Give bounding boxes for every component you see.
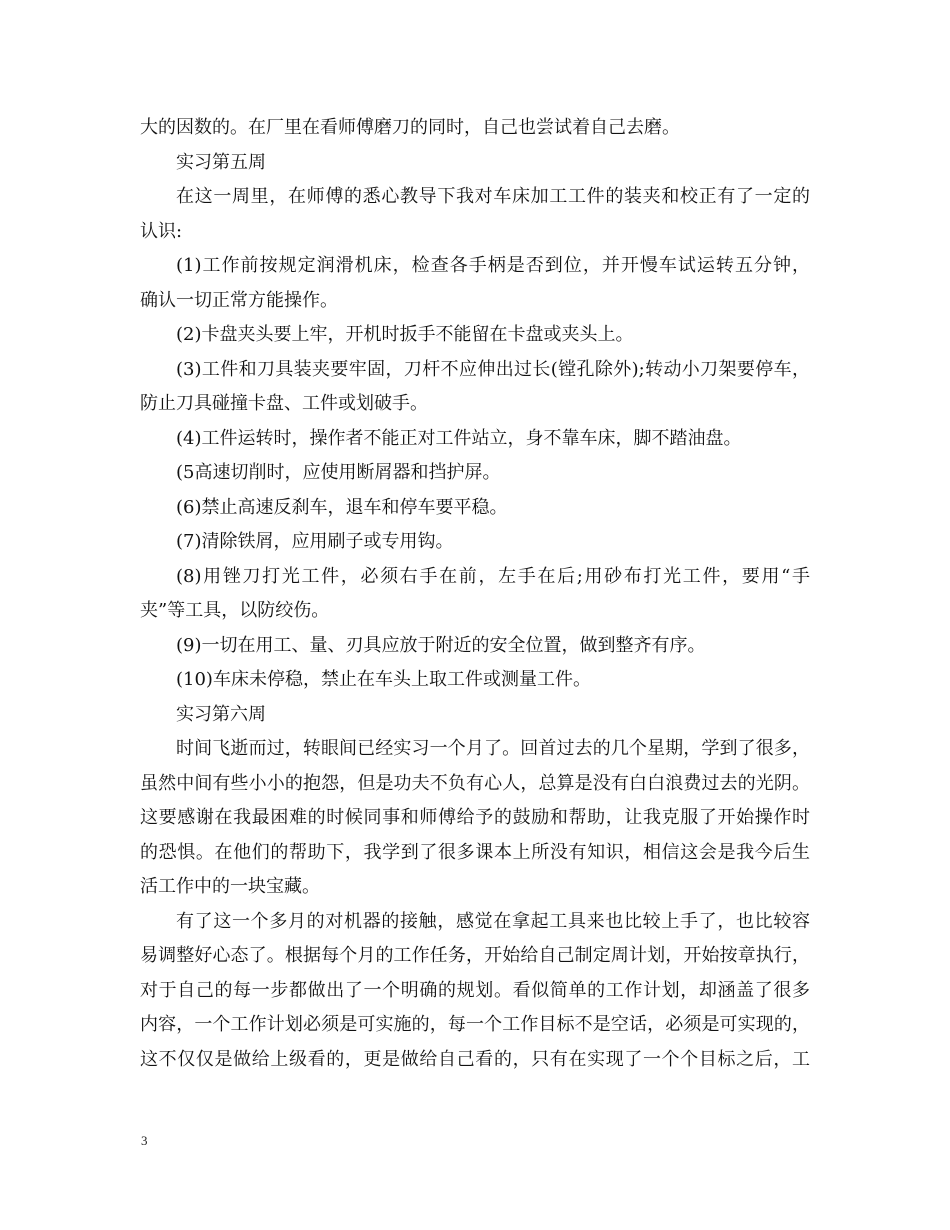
text-line: (3)工件和刀具装夹要牢固，刀杆不应伸出过长(镗孔除外);转动小刀架要停车， — [176, 358, 810, 380]
text-line: 认识: — [140, 220, 183, 242]
text-line: (9)一切在用工、量、刃具应放于附近的安全位置，做到整齐有序。 — [176, 634, 706, 656]
text-line: 在这一周里，在师傅的悉心教导下我对车床加工工件的装夹和校正有了一定的 — [176, 186, 810, 207]
text-line: 防止刀具碰撞卡盘、工件或划破手。 — [140, 393, 428, 414]
text-line: 内容，一个工作计划必须是可实施的，每一个工作目标不是空话，必须是可实现的， — [140, 1014, 810, 1035]
text-line: 确认一切正常方能操作。 — [140, 289, 338, 311]
text-line: 夹”等工具，以防绞伤。 — [140, 600, 330, 621]
text-line: (8)用锉刀打光工件，必须右手在前，左手在后;用砂布打光工件，要用“手 — [176, 565, 810, 587]
text-line: 的恐惧。在他们的帮助下，我学到了很多课本上所没有知识，相信这会是我今后生 — [140, 841, 810, 863]
text-line: 实习第五周 — [176, 151, 266, 173]
text-line: 活工作中的一块宝藏。 — [140, 876, 320, 897]
text-line: 这不仅仅是做给上级看的，更是做给自己看的，只有在实现了一个个目标之后，工 — [140, 1048, 810, 1070]
text-line: 对于自己的每一步都做出了一个明确的规划。看似简单的工作计划，却涵盖了很多 — [140, 979, 810, 1001]
text-line: (10)车床未停稳，禁止在车头上取工件或测量工件。 — [176, 669, 591, 690]
text-line: (5高速切削时，应使用断屑器和挡护屏。 — [176, 462, 501, 483]
text-line: (6)禁止高速反刹车，退车和停车要平稳。 — [176, 496, 508, 518]
text-line: 大的因数的。在厂里在看师傅磨刀的同时，自己也尝试着自己去磨。 — [140, 117, 680, 138]
text-line: (7)清除铁屑，应用刷子或专用钩。 — [176, 531, 454, 552]
body-text — [140, 111, 810, 1077]
text-line: 这要感谢在我最困难的时候同事和师傅给予的鼓励和帮助，让我克服了开始操作时 — [140, 807, 810, 828]
text-line: (4)工件运转时，操作者不能正对工件站立，身不靠车床，脚不踏油盘。 — [176, 427, 742, 449]
text-line: 时间飞逝而过，转眼间已经实习一个月了。回首过去的几个星期，学到了很多， — [176, 738, 810, 759]
text-line: 易调整好心态了。根据每个月的工作任务，开始给自己制定周计划，开始按章执行， — [140, 945, 810, 966]
text-line: (2)卡盘夹头要上牢，开机时扳手不能留在卡盘或夹头上。 — [176, 324, 634, 345]
text-line: 虽然中间有些小小的抱怨，但是功夫不负有心人，总算是没有白白浪费过去的光阴。 — [140, 772, 810, 794]
page-number: 3 — [141, 1133, 148, 1148]
text-line: 有了这一个多月的对机器的接触，感觉在拿起工具来也比较上手了，也比较容 — [176, 910, 810, 932]
text-line: (1)工作前按规定润滑机床，检查各手柄是否到位，并开慢车试运转五分钟， — [176, 255, 810, 276]
text-line: 实习第六周 — [176, 703, 266, 725]
